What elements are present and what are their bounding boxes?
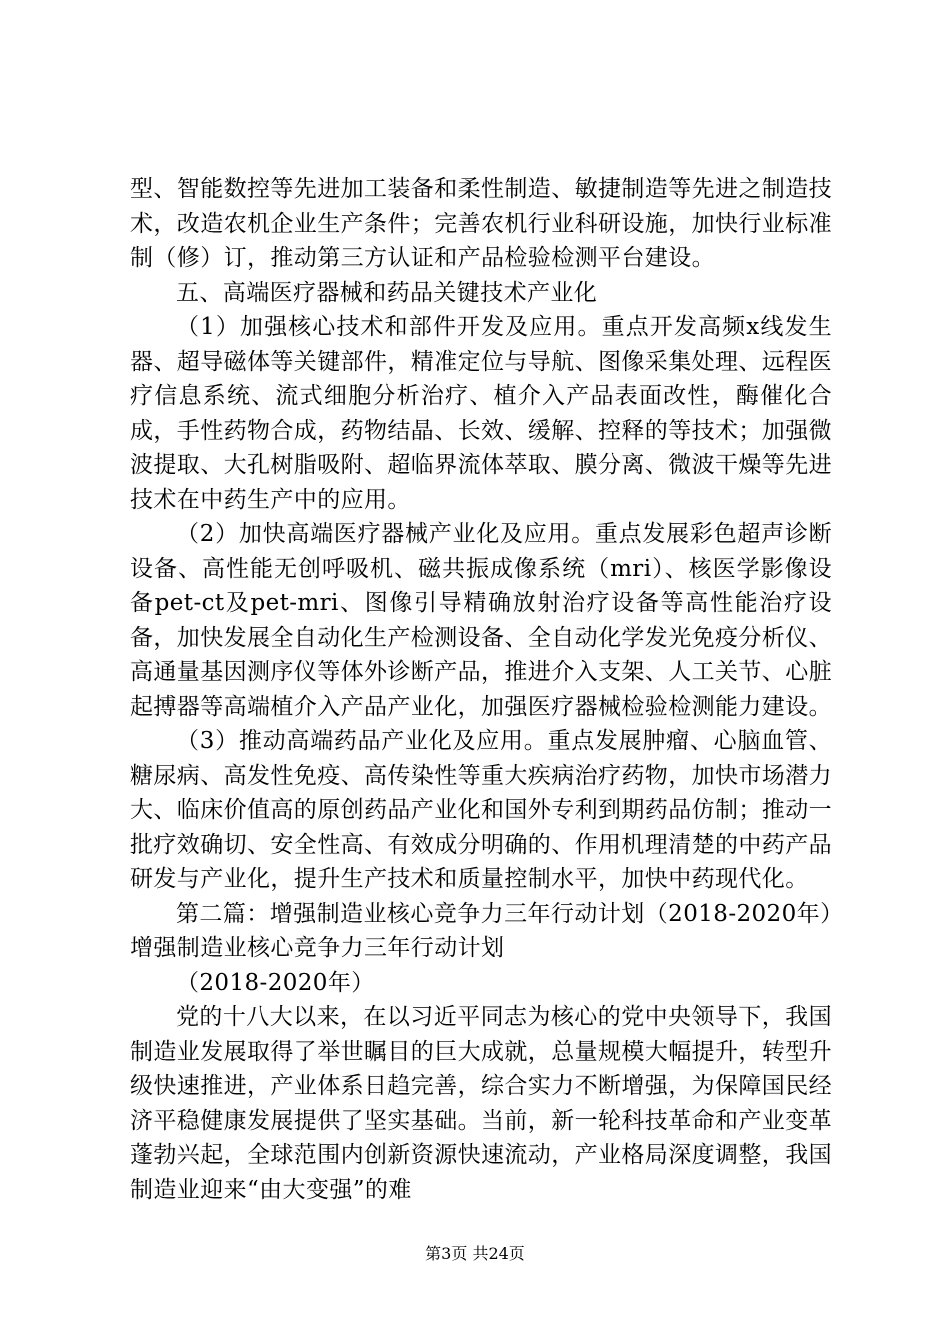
chapter-title-part-two: 第二篇：增强制造业核心竞争力三年行动计划（2018-2020年）增强制造业核心竞争力三年行动计划 [130, 900, 832, 961]
body-paragraph-1: 型、智能数控等先进加工装备和柔性制造、敏捷制造等先进之制造技术，改造农机企业生产条件；完善农机行业科研设施，加快行业标准制（修）订，推动第三方认证和产品检验检测平台建设。 [130, 176, 832, 271]
chapter-title-years: （2018-2020年） [176, 969, 375, 996]
body-paragraph-drugs: （3）推动高端药品产业化及应用。重点发展肿瘤、心脑血管、糖尿病、高发性免疫、高传染性等重大疾病治疗药物，加快市场潜力大、临床价值高的原创药品产业化和国外专利到期药品仿制；推动一批疗效确切、安全性高、有效成分明确的、作用机理清楚的中药产品研发与产业化，提升生产技术和质量控制水平，加快中药现代化。 [130, 728, 832, 892]
page-number-footer: 第3页 共24页 [425, 1244, 525, 1263]
body-paragraph-core-tech: （1）加强核心技术和部件开发及应用。重点开发高频x线发生器、超导磁体等关键部件，精准定位与导航、图像采集处理、远程医疗信息系统、流式细胞分析治疗、植介入产品表面改性，酶催化合成，手性药物合成，药物结晶、长效、缓解、控释的等技术；加强微波提取、大孔树脂吸附、超临界流体萃取、膜分离、微波干燥等先进技术在中药生产中的应用。 [130, 314, 832, 513]
body-paragraph-medical-devices: （2）加快高端医疗器械产业化及应用。重点发展彩色超声诊断设备、高性能无创呼吸机、磁共振成像系统（mri）、核医学影像设备pet-ct及pet-mri、图像引导精确放射治疗设备等高性能治疗设备，加快发展全自动化生产检测设备、全自动化学发光免疫分析仪、高通量基因测序仪等体外诊断产品，推进介入支架、人工关节、心脏起搏器等高端植介入产品产业化，加强医疗器械检验检测能力建设。 [130, 521, 832, 720]
document-page [130, 172, 832, 1207]
body-paragraph-intro: 党的十八大以来，在以习近平同志为核心的党中央领导下，我国制造业发展取得了举世瞩目的巨大成就，总量规模大幅提升，转型升级快速推进，产业体系日趋完善，综合实力不断增强，为保障国民经济平稳健康发展提供了坚实基础。当前，新一轮科技革命和产业变革蓬勃兴起，全球范围内创新资源快速流动，产业格局深度调整，我国制造业迎来“由大变强”的难 [130, 1004, 832, 1203]
section-heading-five: 五、高端医疗器械和药品关键技术产业化 [176, 279, 598, 306]
